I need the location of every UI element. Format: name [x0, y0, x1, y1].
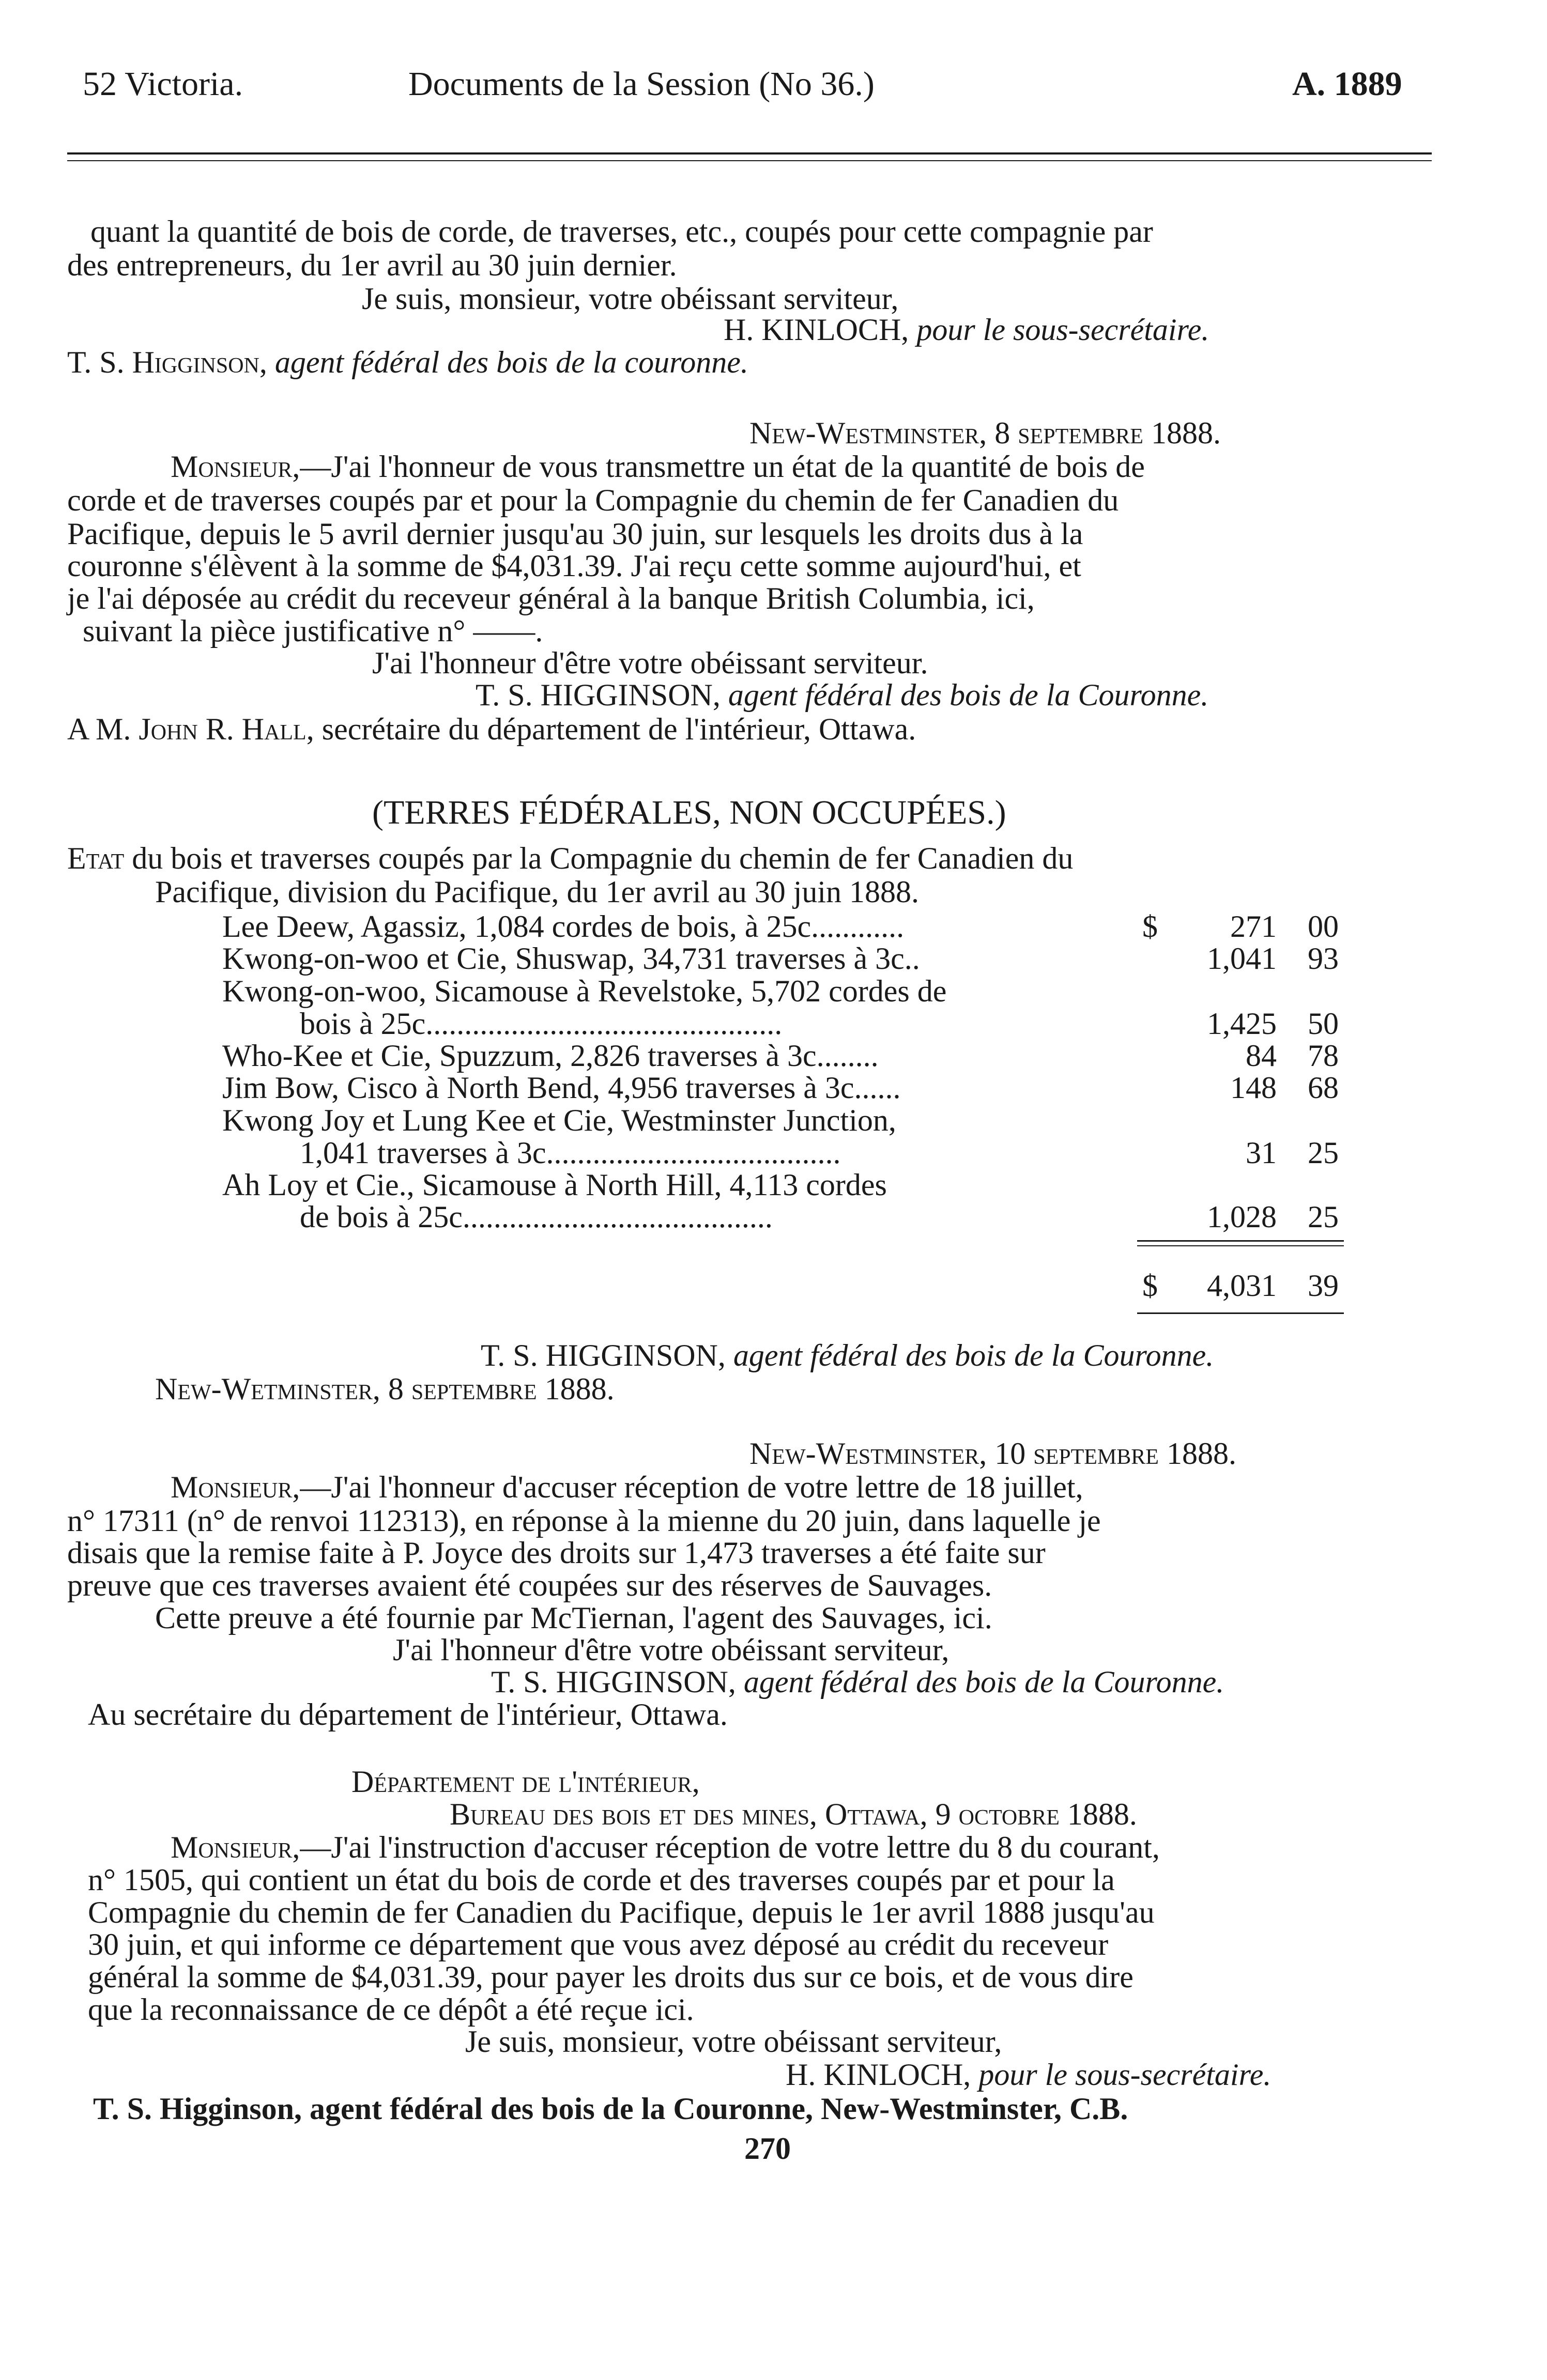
letter4-closing: Je suis, monsieur, votre obéissant serviteur,: [465, 2024, 1002, 2059]
statement-signature: [481, 1338, 1214, 1372]
amount-dollars: 84: [1246, 1039, 1277, 1073]
signature-name: T. S. HIGGINSON,: [476, 678, 721, 712]
body-text: —J'ai l'honneur d'accuser réception de votre lettre de 18 juillet,: [300, 1470, 1083, 1504]
letter4-addressee: T. S. Higginson, agent fédéral des bois de la Couronne, New-Westminster, C.B.: [93, 2092, 1128, 2126]
letter1-signature: [724, 313, 1209, 347]
page-number: 270: [744, 2131, 791, 2166]
letter4-line: 30 juin, et qui informe ce département que vous avez déposé au crédit du receveur: [88, 1927, 1109, 1961]
signature-name: T. S. HIGGINSON,: [481, 1338, 726, 1372]
letter1-line: des entrepreneurs, du 1er avril au 30 juin dernier.: [67, 248, 677, 282]
addressee-role: agent fédéral des bois de la couronne.: [274, 345, 748, 379]
amount-cents: 50: [1308, 1007, 1339, 1041]
letter2-signature: [476, 678, 1208, 712]
addressee-prefix: A M.: [67, 712, 131, 746]
statement-title: Pacifique, division du Pacifique, du 1er avril au 30 juin 1888.: [155, 875, 920, 909]
letter3-line: preuve que ces traverses avaient été coupées sur des réserves de Sauvages.: [67, 1568, 992, 1602]
total-rule: [1137, 1240, 1344, 1242]
header-rule-top: [67, 152, 1432, 154]
currency-sign: $: [1142, 909, 1158, 944]
statement-item-text: Kwong-on-woo et Cie, Shuswap, 34,731 traverses à 3c..: [222, 941, 920, 976]
statement-item-text: bois à 25c..............................................: [300, 1007, 783, 1041]
statement-item-text: Kwong Joy et Lung Kee et Cie, Westminster Junction,: [222, 1103, 896, 1137]
addressee-name: T. S. Higginson,: [67, 345, 267, 379]
statement-item-text: Jim Bow, Cisco à North Bend, 4,956 traverses à 3c......: [222, 1071, 901, 1105]
letter3-line: n° 17311 (n° de renvoi 112313), en réponse à la mienne du 20 juin, dans laquelle je: [67, 1504, 1101, 1538]
amount-cents: 25: [1308, 1136, 1339, 1170]
letter4-line: Compagnie du chemin de fer Canadien du Pacifique, depuis le 1er avril 1888 jusqu'au: [88, 1895, 1155, 1929]
signature-role: agent fédéral des bois de la Couronne.: [733, 1338, 1214, 1372]
letter4-signature: [786, 2058, 1271, 2092]
signature-role: pour le sous-secrétaire.: [978, 2058, 1272, 2092]
signature-role: agent fédéral des bois de la Couronne.: [743, 1665, 1224, 1699]
signature-name: H. KINLOCH,: [724, 313, 909, 347]
amount-cents: 93: [1308, 941, 1339, 976]
salutation: Monsieur,: [171, 1830, 300, 1864]
statement-item-text: Who-Kee et Cie, Spuzzum, 2,826 traverses à 3c........: [222, 1039, 879, 1073]
total-rule: [1137, 1245, 1344, 1246]
header-rule-bottom: [67, 160, 1432, 161]
total-cents: 39: [1308, 1269, 1339, 1303]
letter2-closing: J'ai l'honneur d'être votre obéissant serviteur.: [372, 646, 928, 680]
letter3-dateline: New-Westminster, 10 septembre 1888.: [749, 1436, 1236, 1471]
amount-dollars: 271: [1230, 909, 1277, 944]
amount-dollars: 1,425: [1207, 1007, 1277, 1041]
signature-role: agent fédéral des bois de la Couronne.: [728, 678, 1209, 712]
letter3-line: disais que la remise faite à P. Joyce des droits sur 1,473 traverses a été faite sur: [67, 1536, 1046, 1570]
statement-item-text: 1,041 traverses à 3c......................................: [300, 1136, 841, 1170]
total-underline: [1137, 1312, 1344, 1314]
amount-cents: 00: [1308, 909, 1339, 944]
letter4-bureau: Bureau des bois et des mines, Ottawa, 9 octobre 1888.: [450, 1797, 1137, 1831]
amount-dollars: 1,041: [1207, 941, 1277, 976]
amount-cents: 78: [1308, 1039, 1339, 1073]
letter1-closing: Je suis, monsieur, votre obéissant serviteur,: [362, 282, 899, 316]
letter3-signature: [491, 1665, 1224, 1699]
letter4-department: Département de l'intérieur,: [351, 1765, 700, 1799]
statement-title-text: du bois et traverses coupés par la Compagnie du chemin de fer Canadien du: [132, 841, 1074, 875]
letter2-line: couronne s'élèvent à la somme de $4,031.39. J'ai reçu cette somme aujourd'hui, et: [67, 549, 1081, 583]
total-dollars: 4,031: [1207, 1269, 1277, 1303]
salutation: Monsieur,: [171, 1470, 300, 1504]
statement-title: [67, 841, 1073, 875]
amount-dollars: 31: [1246, 1136, 1277, 1170]
letter1-line: quant la quantité de bois de corde, de traverses, etc., coupés pour cette compagnie par: [90, 214, 1153, 249]
body-text: —J'ai l'instruction d'accuser réception de votre lettre du 8 du courant,: [300, 1830, 1160, 1864]
statement-place-date: New-Wetminster, 8 septembre 1888.: [155, 1372, 615, 1406]
letter4-line: que la reconnaissance de ce dépôt a été reçue ici.: [88, 1992, 694, 2027]
letter1-addressee: [67, 345, 748, 379]
addressee-rest: secrétaire du département de l'intérieur, Ottawa.: [321, 712, 916, 746]
amount-dollars: 148: [1230, 1071, 1277, 1105]
statement-title-lead: Etat: [67, 841, 125, 875]
statement-item-text: Lee Deew, Agassiz, 1,084 cordes de bois, à 25c............: [222, 909, 905, 944]
letter2-line: [171, 450, 1145, 484]
letter2-line: suivant la pièce justificative n° ——.: [83, 614, 543, 648]
amount-dollars: 1,028: [1207, 1200, 1277, 1234]
addressee-name: John R. Hall,: [139, 712, 314, 746]
statement-item-text: Ah Loy et Cie., Sicamouse à North Hill, 4,113 cordes: [222, 1168, 887, 1202]
salutation: Monsieur,: [171, 450, 300, 484]
amount-cents: 25: [1308, 1200, 1339, 1234]
statement-heading: (TERRES FÉDÉRALES, NON OCCUPÉES.): [372, 794, 1006, 831]
statement-item-text: de bois à 25c........................................: [300, 1200, 773, 1234]
letter3-line: [171, 1470, 1083, 1504]
letter2-line: Pacifique, depuis le 5 avril dernier jusqu'au 30 juin, sur lesquels les droits dus à la: [67, 517, 1083, 551]
body-text: —J'ai l'honneur de vous transmettre un état de la quantité de bois de: [300, 450, 1145, 484]
letter4-line: général la somme de $4,031.39, pour payer les droits dus sur ce bois, et de vous dire: [88, 1960, 1134, 1994]
letter3-addressee: Au secrétaire du département de l'intérieur, Ottawa.: [88, 1697, 728, 1732]
letter2-addressee: [67, 712, 916, 746]
letter2-dateline: New-Westminster, 8 septembre 1888.: [749, 416, 1221, 450]
amount-cents: 68: [1308, 1071, 1339, 1105]
statement-item-text: Kwong-on-woo, Sicamouse à Revelstoke, 5,702 cordes de: [222, 974, 947, 1008]
signature-role: pour le sous-secrétaire.: [916, 313, 1209, 347]
letter3-closing: J'ai l'honneur d'être votre obéissant serviteur,: [393, 1633, 949, 1667]
header-session-year: 52 Victoria.: [83, 65, 243, 103]
letter2-line: je l'ai déposée au crédit du receveur général à la banque British Columbia, ici,: [67, 581, 1035, 615]
header-year: A. 1889: [1292, 65, 1402, 103]
signature-name: H. KINLOCH,: [786, 2058, 971, 2092]
letter4-line: [171, 1830, 1160, 1864]
header-document-title: Documents de la Session (No 36.): [408, 65, 875, 103]
letter3-para2: Cette preuve a été fournie par McTiernan, l'agent des Sauvages, ici.: [155, 1601, 992, 1635]
letter4-line: n° 1505, qui contient un état du bois de corde et des traverses coupés par et pour la: [88, 1863, 1115, 1897]
letter2-line: corde et de traverses coupés par et pour la Compagnie du chemin de fer Canadien du: [67, 483, 1119, 517]
signature-name: T. S. HIGGINSON,: [491, 1665, 736, 1699]
total-currency-sign: $: [1142, 1269, 1158, 1303]
